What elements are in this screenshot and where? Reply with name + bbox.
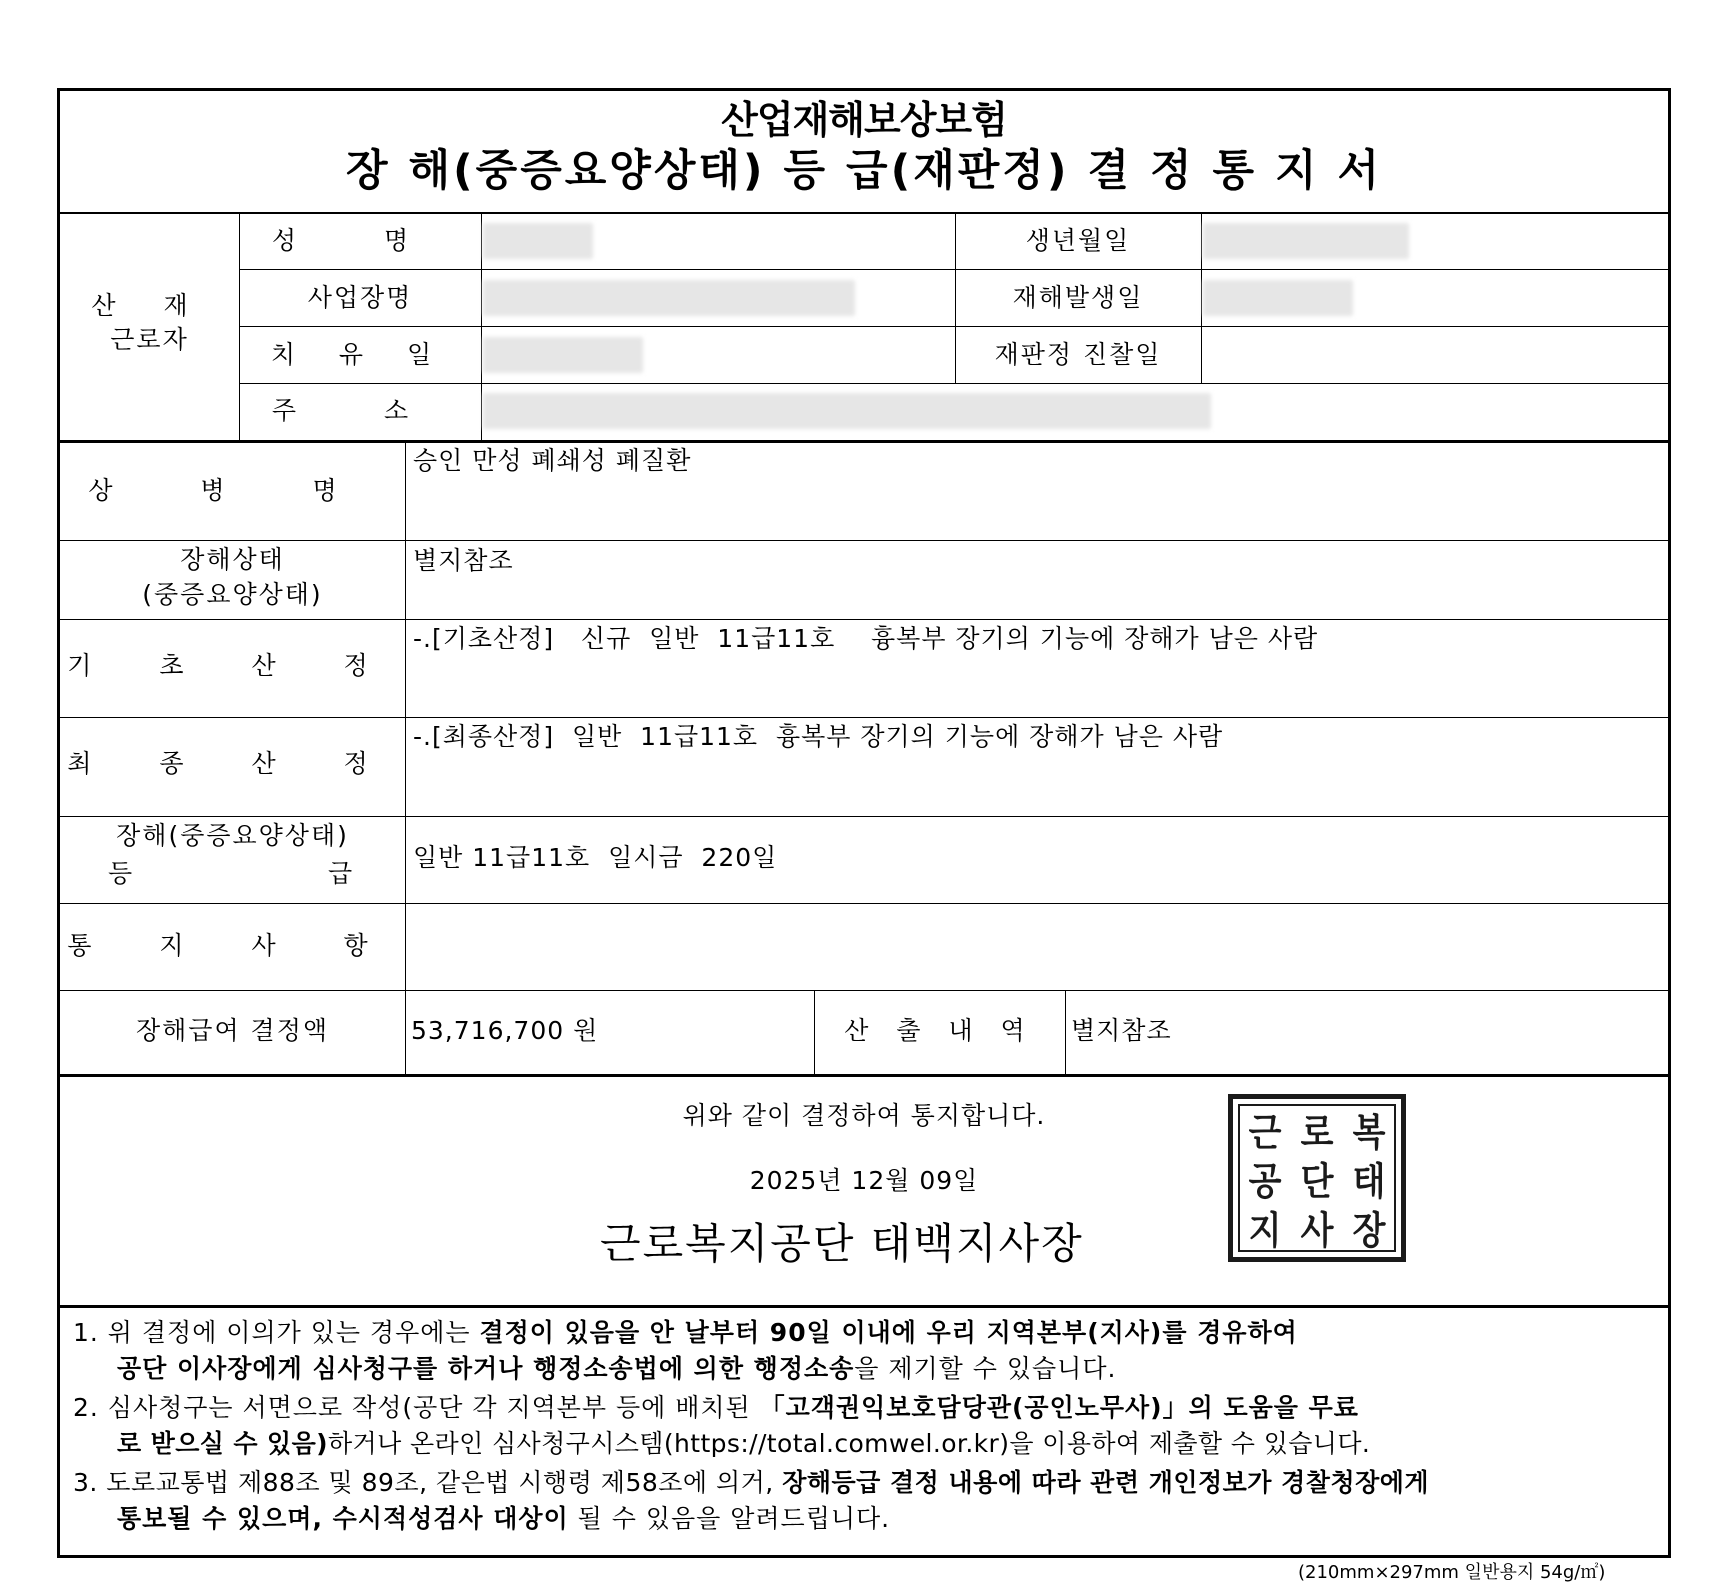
redacted-address bbox=[483, 393, 1211, 429]
basic-calculation-label: 기 초 산 정 bbox=[67, 651, 398, 680]
redacted-accident-date bbox=[1203, 280, 1353, 316]
divider bbox=[60, 717, 1668, 718]
seal-character: 사 bbox=[1300, 1209, 1334, 1254]
note-1-continued bbox=[117, 1351, 1116, 1387]
divider bbox=[60, 212, 1668, 214]
calculation-details-value: 별지참조 bbox=[1071, 1016, 1172, 1045]
divider bbox=[239, 326, 1668, 327]
paper-spec: (210mm×297mm 일반용지 54g/㎡) bbox=[1298, 1562, 1606, 1583]
notes-section bbox=[60, 1305, 1668, 1555]
seal-character: 근 bbox=[1248, 1111, 1282, 1156]
benefit-amount-value: 53,716,700 원 bbox=[411, 1016, 599, 1045]
disability-grade-label: 급 bbox=[328, 859, 354, 888]
note-emphasis: 결정이 있음을 안 날부터 90일 이내에 우리 지역본부(지사)를 경유하여 bbox=[479, 1318, 1298, 1347]
disability-grade-value: 일반 11급11호 일시금 220일 bbox=[413, 843, 778, 872]
note-emphasis: 공단 이사장에게 심사청구를 하거나 행정소송법에 의한 행정소송 bbox=[117, 1354, 855, 1383]
seal-character: 지 bbox=[1248, 1209, 1282, 1254]
divider bbox=[481, 212, 482, 440]
divider bbox=[239, 383, 1668, 384]
notice-items-label: 통 지 사 항 bbox=[67, 931, 398, 960]
name-label: 성 명 bbox=[271, 226, 449, 255]
disability-grade-label: 장해(중증요양상태) bbox=[116, 821, 349, 850]
note-emphasis: 「고객권익보호담당관(공인노무사)」의 도움을 무료 bbox=[759, 1393, 1359, 1422]
note-text: 3. 도로교통법 제88조 및 89조, 같은법 시행령 제58조에 의거, bbox=[73, 1468, 783, 1497]
decision-date: 2025년 12월 09일 bbox=[749, 1166, 979, 1195]
basic-calculation-value: -.[기초산정] 신규 일반 11급11호 흉복부 장기의 기능에 장해가 남은 사람 bbox=[413, 624, 1319, 653]
official-seal-area bbox=[60, 1074, 1668, 1305]
redacted-name bbox=[483, 223, 593, 259]
divider bbox=[60, 990, 1668, 991]
insurance-title: 산업재해보상보험 bbox=[721, 98, 1007, 142]
redacted-birth-date bbox=[1203, 223, 1409, 259]
note-1 bbox=[73, 1315, 1298, 1351]
divider bbox=[60, 903, 1668, 904]
divider bbox=[60, 440, 1668, 443]
document-title: 장 해(중증요양상태) 등 급(재판정) 결 정 통 지 서 bbox=[345, 146, 1383, 196]
final-calculation-value: -.[최종산정] 일반 11급11호 흉복부 장기의 기능에 장해가 남은 사람 bbox=[413, 722, 1224, 751]
divider bbox=[1065, 990, 1066, 1074]
divider bbox=[1201, 212, 1202, 383]
notice-document bbox=[57, 88, 1671, 1558]
redacted-healed-date bbox=[483, 337, 643, 373]
benefit-amount-label: 장해급여 결정액 bbox=[136, 1016, 329, 1045]
note-text: 될 수 있음을 알려드립니다. bbox=[568, 1504, 891, 1533]
note-emphasis: 로 받으실 수 있음) bbox=[117, 1429, 328, 1458]
divider bbox=[60, 540, 1668, 541]
divider bbox=[405, 440, 406, 1074]
note-text: 2. 심사청구는 서면으로 작성(공단 각 지역본부 등에 배치된 bbox=[73, 1393, 760, 1422]
healed-date-label: 치 유 일 bbox=[270, 340, 450, 369]
disability-state-label: (중증요양상태) bbox=[142, 580, 323, 609]
note-2 bbox=[73, 1390, 1359, 1426]
divider bbox=[239, 269, 1668, 270]
note-text: 하거나 온라인 심사청구시스템(https://total.comwel.or.kr)을 이용하여 제출할 수 있습니다. bbox=[328, 1429, 1371, 1458]
divider bbox=[60, 619, 1668, 620]
note-2-continued bbox=[117, 1426, 1370, 1462]
final-calculation-label: 최 종 산 정 bbox=[67, 749, 398, 778]
reexam-date-label: 재판정 진찰일 bbox=[994, 340, 1162, 369]
note-3 bbox=[73, 1465, 1429, 1501]
issuer-name: 근로복지공단 태백지사장 bbox=[600, 1219, 1084, 1268]
seal-character: 공 bbox=[1248, 1160, 1282, 1205]
worker-group-label: 근로자 bbox=[110, 325, 189, 354]
worker-group-label: 산 재 bbox=[91, 291, 208, 320]
decision-statement: 위와 같이 결정하여 통지합니다. bbox=[682, 1101, 1046, 1130]
disease-value: 승인 만성 폐쇄성 폐질환 bbox=[413, 446, 692, 475]
seal-character: 장 bbox=[1352, 1209, 1386, 1254]
note-text: 을 제기할 수 있습니다. bbox=[854, 1354, 1117, 1383]
note-emphasis: 장해등급 결정 내용에 따라 관련 개인정보가 경찰청장에게 bbox=[782, 1468, 1430, 1497]
address-label: 주 소 bbox=[271, 396, 449, 425]
official-seal bbox=[1228, 1094, 1406, 1262]
seal-character: 복 bbox=[1352, 1111, 1386, 1156]
seal-character: 단 bbox=[1300, 1160, 1334, 1205]
accident-date-label: 재해발생일 bbox=[1012, 283, 1144, 312]
note-emphasis: 통보될 수 있으며, 수시적성검사 대상이 bbox=[117, 1504, 569, 1533]
disability-grade-label: 등 bbox=[108, 859, 134, 888]
note-3-continued bbox=[117, 1501, 890, 1537]
birth-date-label: 생년월일 bbox=[1025, 226, 1131, 255]
disability-state-value: 별지참조 bbox=[413, 546, 514, 575]
seal-character: 태 bbox=[1352, 1160, 1386, 1205]
workplace-label: 사업장명 bbox=[307, 283, 413, 312]
disease-label: 상 병 명 bbox=[88, 476, 377, 505]
redacted-workplace bbox=[483, 280, 855, 316]
divider bbox=[60, 816, 1668, 817]
disability-state-label: 장해상태 bbox=[180, 545, 285, 574]
note-text: 1. 위 결정에 이의가 있는 경우에는 bbox=[73, 1318, 480, 1347]
calculation-details-label: 산 출 내 역 bbox=[844, 1016, 1035, 1045]
seal-character: 로 bbox=[1300, 1111, 1334, 1156]
